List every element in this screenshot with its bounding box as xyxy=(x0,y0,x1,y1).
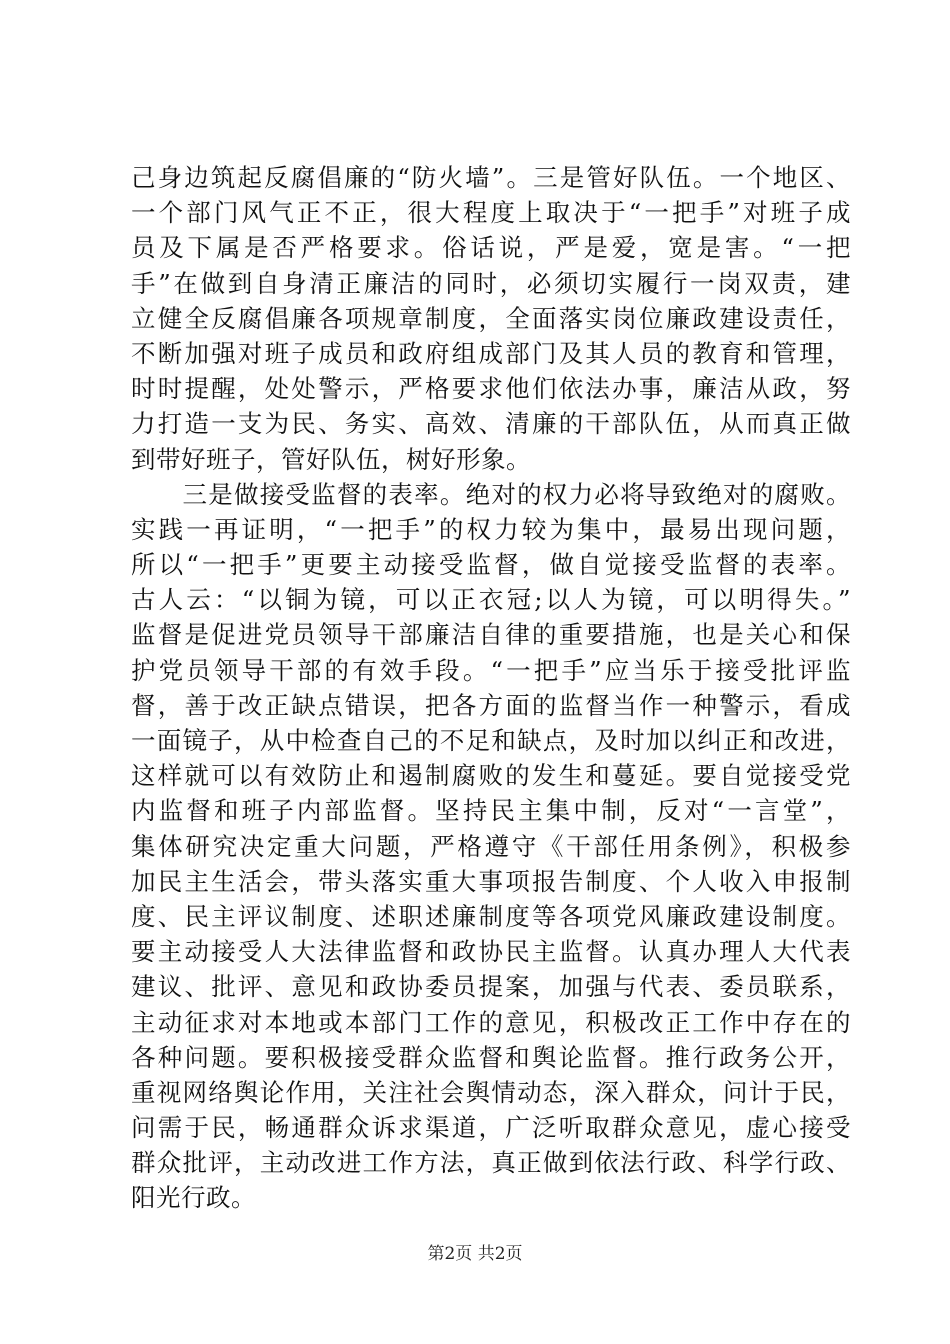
text-line: 督，善于改正缺点错误，把各方面的监督当作一种警示，看成 xyxy=(131,690,851,720)
text-line: 加民主生活会，带头落实重大事项报告制度、个人收入申报制 xyxy=(131,866,851,896)
text-line: 一个部门风气正不正，很大程度上取决于“一把手”对班子成 xyxy=(131,198,851,228)
text-line: 己身边筑起反腐倡廉的“防火墙”。三是管好队伍。一个地区、 xyxy=(131,163,851,192)
text-line: 护党员领导干部的有效手段。“一把手”应当乐于接受批评监 xyxy=(131,655,851,685)
text-line: 实践一再证明，“一把手”的权力较为集中，最易出现问题， xyxy=(131,514,851,544)
text-line: 立健全反腐倡廉各项规章制度，全面落实岗位廉政建设责任， xyxy=(131,303,851,333)
text-line: 建议、批评、意见和政协委员提案，加强与代表、委员联系， xyxy=(131,972,851,1002)
text-line: 不断加强对班子成员和政府组成部门及其人员的教育和管理， xyxy=(131,338,851,368)
text-line: 所以“一把手”更要主动接受监督，做自觉接受监督的表率。 xyxy=(131,550,851,580)
text-line: 主动征求对本地或本部门工作的意见，积极改正工作中存在的 xyxy=(131,1007,851,1037)
text-line: 到带好班子，管好队伍，树好形象。 xyxy=(131,444,531,474)
text-line: 手”在做到自身清正廉洁的同时，必须切实履行一岗双责，建 xyxy=(131,268,851,298)
text-line: 三是做接受监督的表率。绝对的权力必将导致绝对的腐败。 xyxy=(131,479,851,509)
text-line: 群众批评，主动改进工作方法，真正做到依法行政、科学行政、 xyxy=(131,1148,851,1178)
text-line: 时时提醒，处处警示，严格要求他们依法办事，廉洁从政，努 xyxy=(131,374,851,404)
text-line: 问需于民，畅通群众诉求渠道，广泛听取群众意见，虚心接受 xyxy=(131,1113,851,1143)
text-line: 力打造一支为民、务实、高效、清廉的干部队伍，从而真正做 xyxy=(131,409,851,439)
text-line: 各种问题。要积极接受群众监督和舆论监督。推行政务公开， xyxy=(131,1042,851,1072)
text-line: 重视网络舆论作用，关注社会舆情动态，深入群众，问计于民， xyxy=(131,1077,851,1107)
text-line: 这样就可以有效防止和遏制腐败的发生和蔓延。要自觉接受党 xyxy=(131,761,851,791)
text-line: 内监督和班子内部监督。坚持民主集中制，反对“一言堂”， xyxy=(131,796,851,826)
text-line: 古人云：“以铜为镜，可以正衣冠;以人为镜，可以明得失。” xyxy=(131,585,851,615)
text-line: 度、民主评议制度、述职述廉制度等各项党风廉政建设制度。 xyxy=(131,901,851,931)
document-body xyxy=(131,160,851,1216)
page-footer: 第2页 共2页 xyxy=(427,1244,523,1264)
text-line: 集体研究决定重大问题，严格遵守《干部任用条例》，积极参 xyxy=(131,831,851,861)
text-line: 要主动接受人大法律监督和政协民主监督。认真办理人大代表 xyxy=(131,937,851,967)
text-line: 阳光行政。 xyxy=(131,1183,256,1213)
text-line: 监督是促进党员领导干部廉洁自律的重要措施，也是关心和保 xyxy=(131,620,851,650)
text-line: 一面镜子，从中检查自己的不足和缺点，及时加以纠正和改进， xyxy=(131,726,851,755)
text-line: 员及下属是否严格要求。俗话说，严是爱，宽是害。“一把 xyxy=(131,233,851,263)
